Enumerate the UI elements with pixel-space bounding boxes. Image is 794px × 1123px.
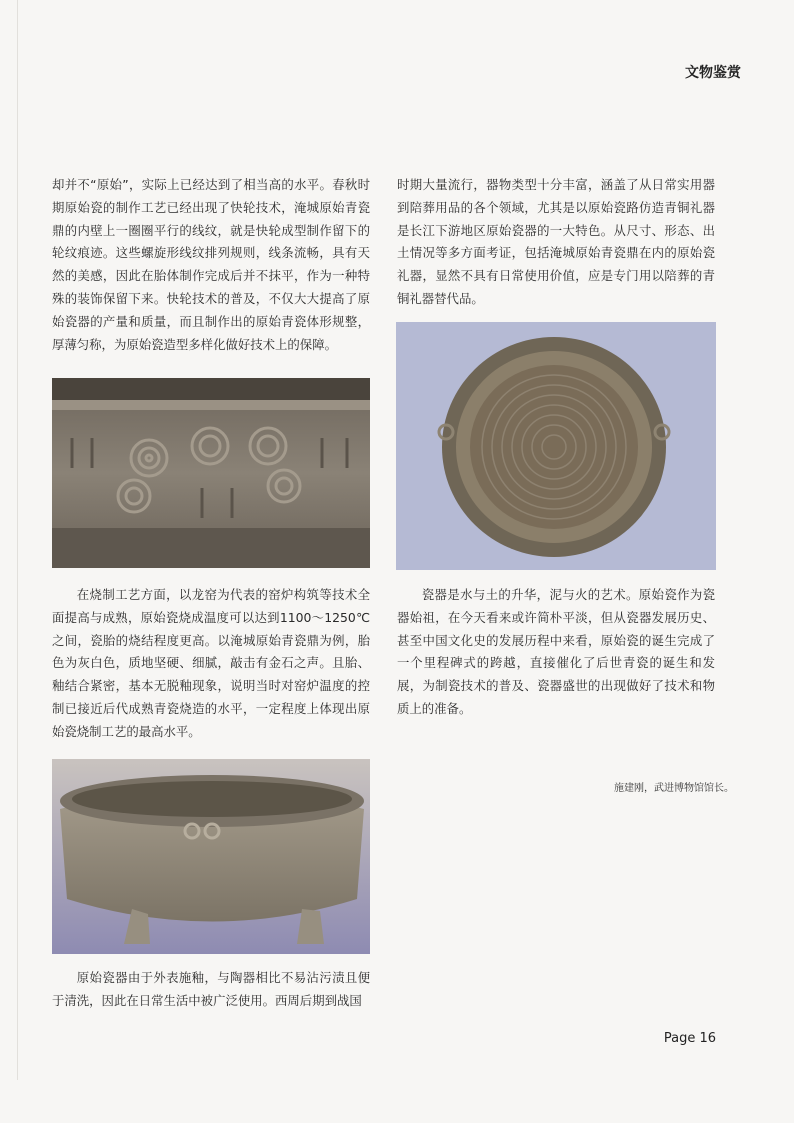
paragraph-text: 时期大量流行，器物类型十分丰富，涵盖了从日常实用器到陪葬用品的各个领域，尤其是以原始瓷路仿造青铜礼器是长江下游地区原始瓷器的一大特色。从尺寸、形态、出土情况等多方面考证，包括淹城原始青瓷鼎在内的原始瓷礼器，显然不具有日常使用价值，应是专门用以陪葬的青铜礼器替代品。 [397,177,715,306]
page-number: Page 16 [663,1031,716,1046]
paragraph-text: 原始瓷器由于外表施釉，与陶器相比不易沾污渍且便于清洗，因此在日常生活中被广泛使用。西周后期到战国 [52,970,370,1008]
photo-ding-side [52,759,370,954]
author-note: 施建刚，武进博物馆馆长。 [614,783,734,794]
paragraph-text: 却并不“原始”，实际上已经达到了相当高的水平。春秋时期原始瓷的制作工艺已经出现了快轮技术，淹城原始青瓷鼎的内壁上一圈圈平行的线纹，就是快轮成型制作留下的轮纹痕迹。这些螺旋形线纹排列规则，线条流畅，具有天然的美感，因此在胎体制作完成后并不抹平，作为一种特殊的装饰保留下来。快轮技术的普及，不仅大大提高了原始瓷器的产量和质量，而且制作出的原始青瓷体形规整，厚薄匀称，为原始瓷造型多样化做好技术上的保障。 [52,177,370,352]
binding-shadow [17,0,18,1080]
left-paragraph-2 [52,584,370,744]
left-paragraph-3 [52,967,370,1013]
section-title: 文物鉴赏 [685,65,741,81]
photo-ding-top [396,322,716,570]
paragraph-text: 在烧制工艺方面，以龙窑为代表的窑炉构筑等技术全面提高与成熟，原始瓷烧成温度可以达到1100～1250℃之间，瓷胎的烧结程度更高。以淹城原始青瓷鼎为例，胎色为灰白色，质地坚硬、细腻，敲击有金石之声。且胎、釉结合紧密，基本无脱釉现象，说明当时对窑炉温度的控制已接近后代成熟青瓷烧造的水平，一定程度上体现出原始瓷烧制工艺的最高水平。 [52,587,370,739]
paragraph-text: 瓷器是水与土的升华，泥与火的艺术。原始瓷作为瓷器始祖，在今天看来或许简朴平淡，但从瓷器发展历史、甚至中国文化史的发展历程中来看，原始瓷的诞生完成了一个里程碑式的跨越，直接催化了后世青瓷的诞生和发展，为制瓷技术的普及、瓷器盛世的出现做好了技术和物质上的准备。 [397,587,715,716]
right-paragraph-1 [397,174,715,311]
right-paragraph-2 [397,584,715,721]
photo-rim-closeup [52,378,370,568]
left-paragraph-1 [52,174,370,356]
